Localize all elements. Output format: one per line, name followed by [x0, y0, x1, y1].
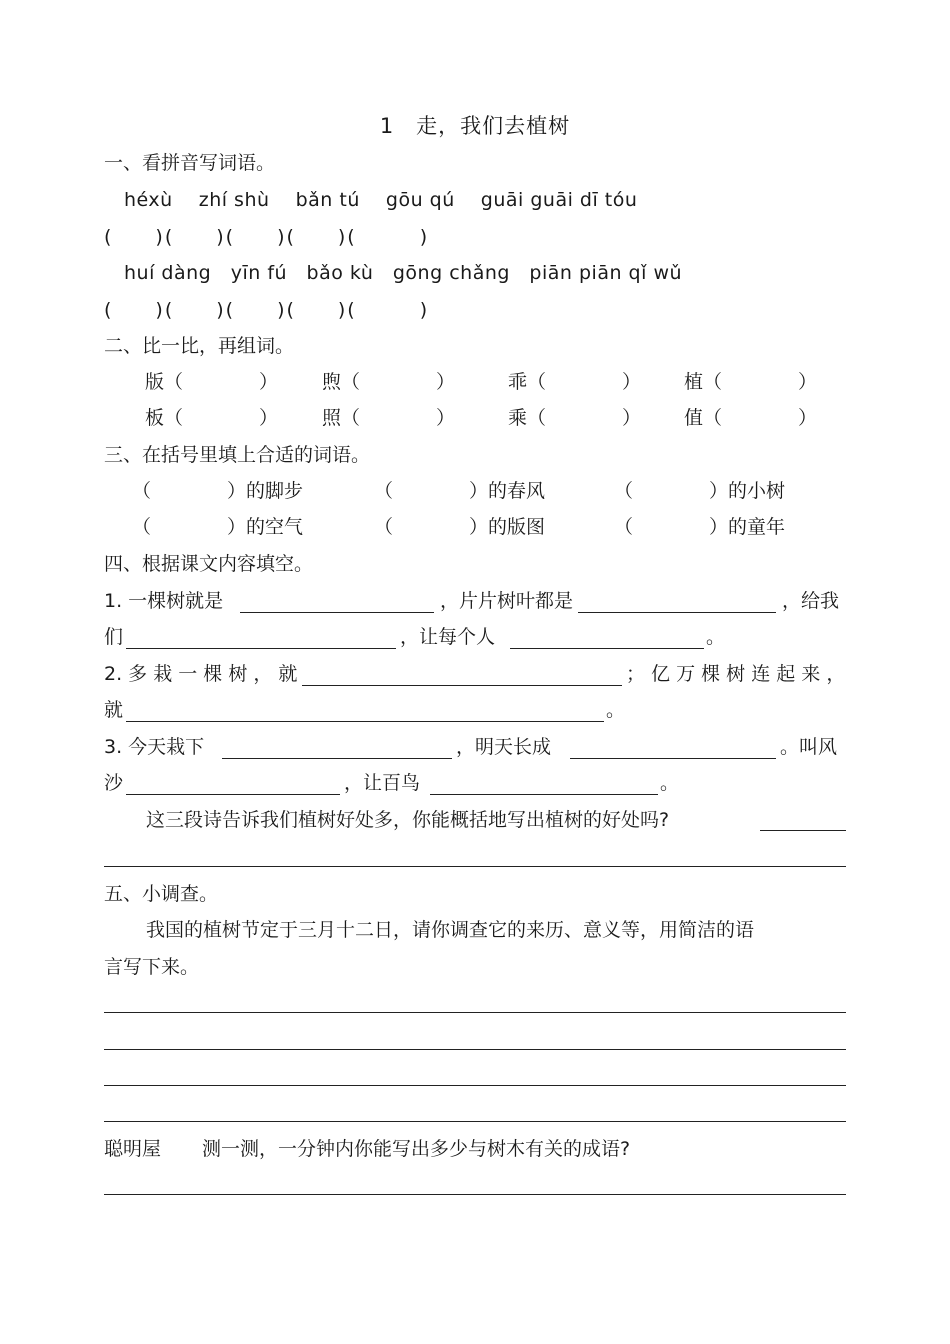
compare-word-item: 乖（ ） — [508, 371, 642, 393]
q2-text-b: ； 亿 万 棵 树 连 起 来 ， — [626, 663, 846, 685]
survey-answer-line[interactable] — [104, 1085, 846, 1086]
section-1-heading: 一、看拼音写词语。 — [104, 152, 276, 174]
q3-text-e: ，让百鸟 — [344, 772, 421, 794]
bonus-answer-line[interactable] — [104, 1194, 846, 1195]
bonus-prompt: 测一测，一分钟内你能写出多少与树木有关的成语? — [202, 1138, 631, 1160]
q1-text-b: ，片片树叶都是 — [440, 590, 574, 612]
q3-blank-2[interactable] — [570, 758, 776, 759]
q3-text-d: 沙 — [104, 772, 124, 794]
fill-phrase-item: （ ）的小树 — [614, 480, 786, 502]
q1-blank-4[interactable] — [510, 648, 704, 649]
summary-answer-line[interactable] — [104, 866, 846, 867]
compare-word-item: 板（ ） — [145, 407, 279, 429]
q3-text-a: 3. 今天栽下 — [104, 736, 205, 758]
page-title: 1 走，我们去植树 — [379, 114, 571, 138]
q1-text-d: 们 — [104, 626, 124, 648]
q3-text-c: 。叫风 — [780, 736, 838, 758]
pinyin-row-2: huí dàng yīn fú bǎo kù gōng chǎng piān piān qǐ wǔ — [124, 262, 683, 284]
compare-word-item: 植（ ） — [684, 371, 818, 393]
q3-blank-4[interactable] — [430, 794, 658, 795]
survey-prompt-line-1: 我国的植树节定于三月十二日，请你调查它的来历、意义等，用简洁的语 — [146, 919, 755, 941]
q3-blank-1[interactable] — [222, 758, 452, 759]
q1-text-c: ，给我 — [782, 590, 840, 612]
pinyin-row-1: héxù zhí shù bǎn tú gōu qú guāi guāi dī tóu — [124, 189, 638, 211]
fill-phrase-item: （ ）的童年 — [614, 516, 786, 538]
fill-phrase-item: （ ）的版图 — [374, 516, 546, 538]
compare-word-item: 煦（ ） — [322, 371, 456, 393]
q1-blank-3[interactable] — [126, 648, 396, 649]
bonus-label: 聪明屋 — [104, 1138, 162, 1160]
q1-blank-1[interactable] — [240, 612, 434, 613]
summary-blank-start[interactable] — [760, 830, 846, 831]
q3-text-f: 。 — [660, 772, 680, 794]
survey-answer-line[interactable] — [104, 1049, 846, 1050]
q1-text-f: 。 — [706, 626, 726, 648]
section-2-heading: 二、比一比，再组词。 — [104, 335, 295, 357]
survey-answer-line[interactable] — [104, 1012, 846, 1013]
q3-text-b: ，明天长成 — [456, 736, 552, 758]
fill-phrase-item: （ ）的春风 — [374, 480, 546, 502]
compare-word-item: 照（ ） — [322, 407, 456, 429]
q1-text-e: ，让每个人 — [400, 626, 496, 648]
section-3-heading: 三、在括号里填上合适的词语。 — [104, 444, 371, 466]
fill-phrase-item: （ ）的空气 — [132, 516, 304, 538]
q1-text-a: 1. 一棵树就是 — [104, 590, 224, 612]
survey-prompt-line-2: 言写下来。 — [104, 956, 200, 978]
q2-text-a: 2. 多 栽 一 棵 树 ， 就 — [104, 663, 298, 685]
q2-text-d: 。 — [606, 699, 626, 721]
q1-blank-2[interactable] — [578, 612, 776, 613]
answer-parens-row-2: ( )( )( )( )( ) — [104, 299, 430, 321]
q3-blank-3[interactable] — [126, 794, 340, 795]
compare-word-item: 乘（ ） — [508, 407, 642, 429]
compare-word-item: 版（ ） — [145, 371, 279, 393]
survey-answer-line[interactable] — [104, 1121, 846, 1122]
summary-question: 这三段诗告诉我们植树好处多，你能概括地写出植树的好处吗? — [146, 809, 670, 831]
q2-blank-1[interactable] — [302, 685, 622, 686]
section-4-heading: 四、根据课文内容填空。 — [104, 553, 314, 575]
answer-parens-row-1: ( )( )( )( )( ) — [104, 226, 430, 248]
section-5-heading: 五、小调查。 — [104, 883, 219, 905]
compare-word-item: 值（ ） — [684, 407, 818, 429]
q2-blank-2[interactable] — [126, 721, 604, 722]
q2-text-c: 就 — [104, 699, 124, 721]
fill-phrase-item: （ ）的脚步 — [132, 480, 304, 502]
